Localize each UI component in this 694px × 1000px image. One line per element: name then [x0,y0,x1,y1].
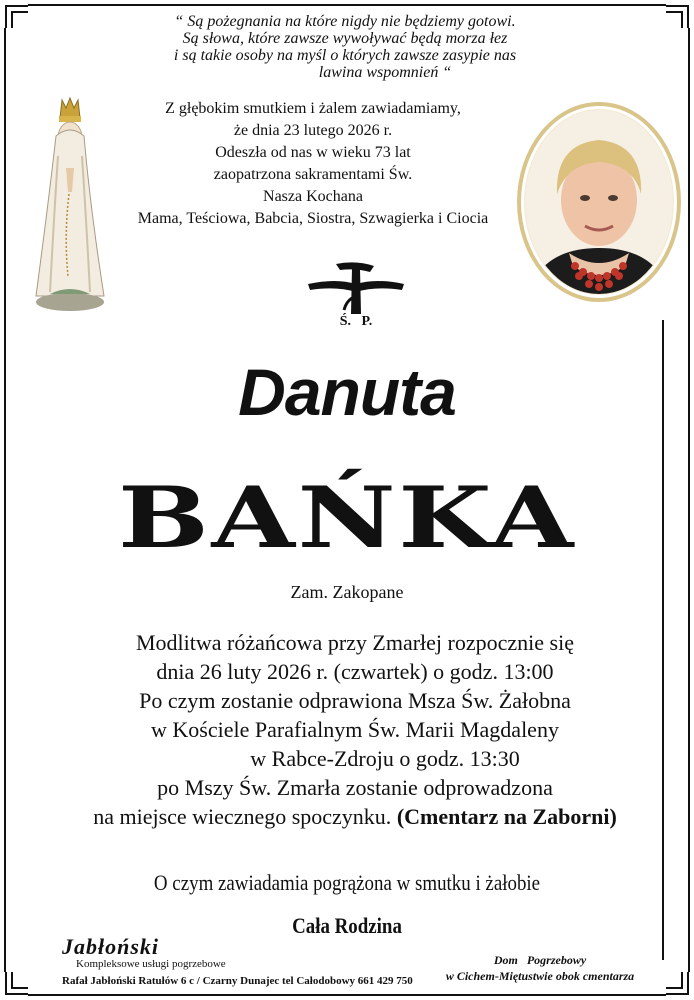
cross-caption: Ś. P. [339,314,373,329]
intro-line: Odeszła od nas w wieku 73 lat [215,144,411,161]
intro-line: Nasza Kochana [263,188,363,205]
cross-symbol [306,262,406,332]
deceased-portrait-photo [515,98,683,306]
cemetery-name: (Cmentarz na Zaborni) [396,804,617,829]
ceremony-line: w Rabce-Zdroju o godz. 13:30 [250,746,520,771]
intro-line: zaopatrzona sakramentami Św. [213,166,413,183]
deceased-last-name: BAŃKA [118,468,576,567]
funeral-home-name: Jabłoński [62,934,160,959]
home-line: Dom Pogrzebowy [493,953,587,967]
madonna-statue-image [28,96,108,316]
corner-ornament-bottom-left [4,972,28,996]
frame-bottom-line [28,994,666,996]
quote-line: “ Są pożegnania na które nigdy nie będziemy gotowi. [174,13,516,30]
intro-line: Z głębokim smutkiem i żalem zawiadamiamy, [165,100,461,117]
opening-quote [100,13,590,81]
announcement-intro [108,98,518,230]
funeral-home-location [430,952,650,984]
frame-top-line [28,4,666,6]
ceremony-line-final [40,802,670,831]
closing-statement: O czym zawiadamia pogrążona w smutku i żałobie [153,870,541,895]
ceremony-line: Po czym zostanie odprawiona Msza Św. Żałobna [139,688,571,713]
home-line: w Cichem-Miętustwie obok cmentarza [445,969,635,983]
quote-line: lawina wspomnień “ [318,64,452,81]
deceased-first-name: Danuta [238,355,456,429]
funeral-home-address: Rafał Jabłoński Ratułów 6 c / Czarny Dunajec tel Całodobowy 661 429 750 [62,975,413,987]
corner-ornament-top-right [666,4,690,28]
quote-line: Są słowa, które zawsze wywoływać będą morza łez [182,30,508,47]
family-signature: Cała Rodzina [292,913,402,938]
intro-line: Mama, Teściowa, Babcia, Siostra, Szwagierka i Ciocia [137,210,489,227]
corner-ornament-top-left [4,4,28,28]
ceremony-line: Modlitwa różańcowa przy Zmarłej rozpocznie się [136,630,574,655]
funeral-home-brand [62,934,413,988]
ceremony-final-text: na miejsce wiecznego spoczynku. [93,804,392,829]
intro-line: że dnia 23 lutego 2026 r. [233,122,393,139]
ceremony-line: w Kościele Parafialnym Św. Marii Magdaleny [151,717,559,742]
corner-ornament-bottom-right [666,972,690,996]
ceremony-details [40,628,670,831]
residence: Zam. Zakopane [290,582,404,602]
quote-line: i są takie osoby na myśl o których zawsze zasypie nas [173,47,517,64]
ceremony-line: dnia 26 luty 2026 r. (czwartek) o godz. 13:00 [156,659,554,684]
ceremony-line: po Mszy Św. Zmarła zostanie odprowadzona [157,775,553,800]
funeral-home-subtitle: Kompleksowe usługi pogrzebowe [76,958,226,970]
